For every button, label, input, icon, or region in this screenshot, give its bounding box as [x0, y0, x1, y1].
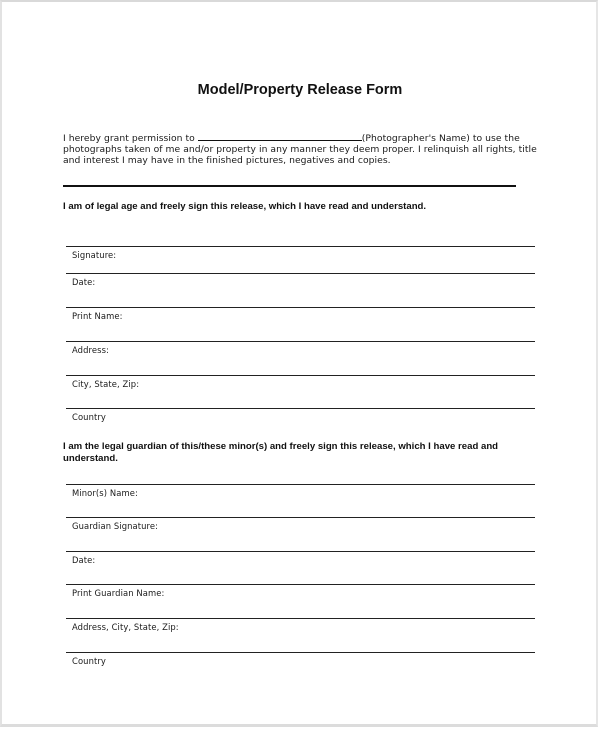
print-guardian-name-field[interactable] — [66, 584, 535, 615]
guardian-country-field[interactable] — [66, 652, 535, 683]
minor-name-label: Minor(s) Name: — [72, 488, 138, 498]
guardian-country-label: Country — [72, 656, 106, 666]
section-divider — [63, 185, 516, 187]
guardian-address-label: Address, City, State, Zip: — [72, 622, 179, 632]
print-name-label: Print Name: — [72, 311, 123, 321]
intro-prefix: I hereby grant permission to — [63, 133, 198, 144]
photographer-name-blank[interactable] — [198, 131, 362, 141]
signature-label: Signature: — [72, 250, 117, 260]
guardian-date-label: Date: — [72, 555, 96, 565]
date-field[interactable] — [66, 273, 535, 304]
country-field[interactable] — [66, 408, 535, 439]
address-label: Address: — [72, 345, 109, 355]
guardian-date-field[interactable] — [66, 551, 535, 582]
photographer-name-hint: (Photographer's Name) — [361, 133, 470, 144]
page-title: Model/Property Release Form — [197, 82, 403, 98]
intro-suffix: to use the photographs taken of me and/or property in any manner they deem proper. I relinquish all rights, title and interest I may have in the finished pictures, negatives and copies. — [63, 133, 537, 166]
guardian-signature-label: Guardian Signature: — [72, 521, 159, 531]
print-guardian-name-label: Print Guardian Name: — [72, 588, 165, 598]
guardian-address-field[interactable] — [66, 618, 535, 649]
date-label: Date: — [72, 277, 96, 287]
minor-name-field[interactable] — [66, 484, 535, 515]
print-name-field[interactable] — [66, 307, 535, 338]
guardian-signature-field[interactable] — [66, 517, 535, 548]
city-state-zip-field[interactable] — [66, 375, 535, 406]
address-field[interactable] — [66, 341, 535, 372]
city-state-zip-label: City, State, Zip: — [72, 379, 140, 389]
permission-paragraph — [63, 131, 543, 166]
guardian-declaration: I am the legal guardian of this/these minor(s) and freely sign this release, which I have read and understand. — [63, 441, 499, 464]
country-label: Country — [72, 412, 106, 422]
adult-declaration: I am of legal age and freely sign this release, which I have read and understand. — [63, 201, 427, 212]
